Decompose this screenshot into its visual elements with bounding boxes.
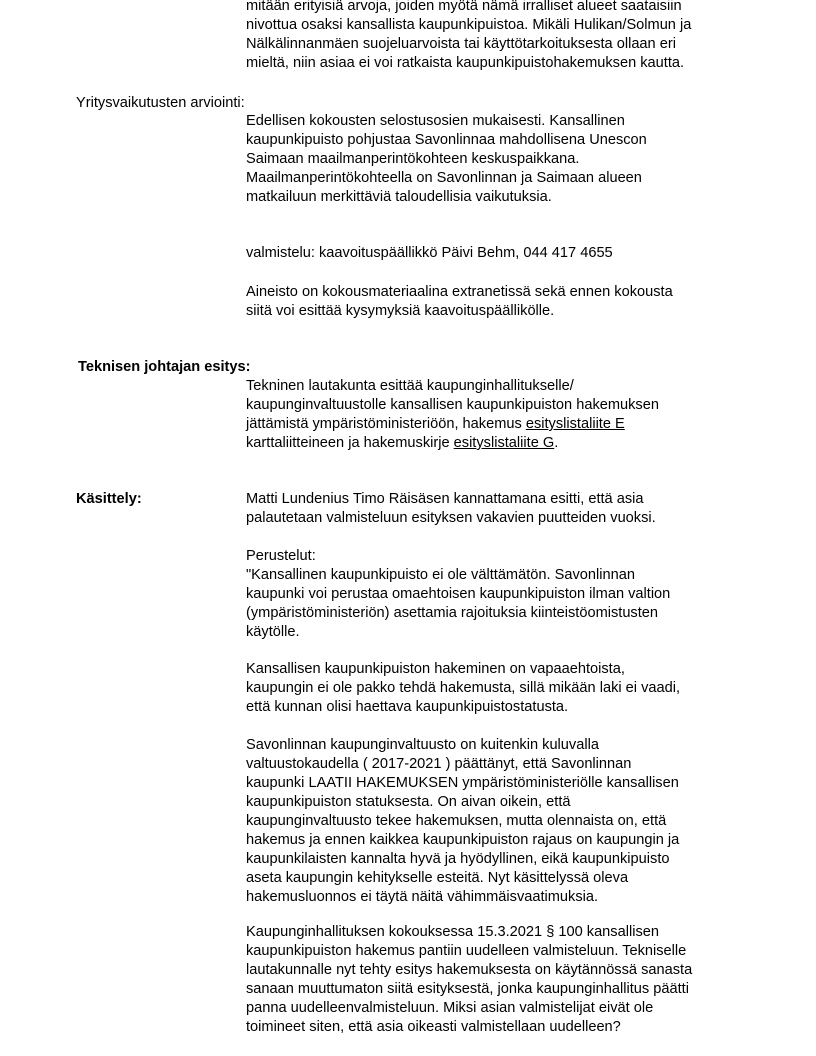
text-line: Kansallisen kaupunkipuiston hakeminen on vapaaehtoista, (246, 661, 625, 677)
text-line: Aineisto on kokousmateriaalina extranetissä sekä ennen kokousta (246, 284, 673, 300)
yritysvaikutukset-paragraph (246, 112, 756, 207)
text-line: mieltä, niin asiaa ei voi ratkaista kaupunkipuistohakemuksen kautta. (246, 55, 685, 71)
perustelut-heading: Perustelut: (246, 548, 316, 564)
text-line: sanaan muuttumaton siitä esityksestä, jonka kaupunginhallitus päätti (246, 981, 689, 997)
text-line: kaupunginvaltuustolle kansallisen kaupunkipuiston hakemuksen (246, 397, 659, 413)
continued-paragraph (246, 0, 756, 73)
aineisto-paragraph (246, 283, 756, 321)
text-line: matkailuun merkittäviä taloudellisia vaikutuksia. (246, 189, 552, 205)
text-line: Nälkälinnanmäen suojeluarvoista tai käyttötarkoituksesta ollaan eri (246, 36, 676, 52)
text-line: kaupunkipuisto pohjustaa Savonlinnaa mahdollisena Unescon (246, 132, 647, 148)
text-segment: jättämistä ympäristöministeriöön, hakemus (246, 416, 526, 432)
attachment-link-e[interactable]: esityslistaliite E (525, 416, 625, 432)
text-line: valtuustokaudella ( 2017-2021 ) päättänyt, että Savonlinnan (246, 756, 632, 772)
text-line: Maailmanperintökohteella on Savonlinnan ja Saimaan alueen (246, 170, 642, 186)
text-line: Tekninen lautakunta esittää kaupunginhallitukselle/ (246, 378, 574, 394)
attachment-link-g[interactable]: esityslistaliite G (453, 435, 555, 451)
text-line: Saimaan maailmanperintökohteen keskuspaikkana. (246, 151, 580, 167)
text-line: kaupunginvaltuusto tekee hakemuksen, mutta olennaista on, että (246, 813, 667, 829)
text-line: (ympäristöministeriön) asettamia rajoituksia kiinteistöomistusten (246, 605, 659, 621)
text-line: kaupunki voi perustaa omaehtoisen kaupunkipuiston ilman valtion (246, 586, 671, 602)
text-line: "Kansallinen kaupunkipuisto ei ole välttämätön. Savonlinnan (246, 567, 635, 583)
text-line: lautakunnalle nyt tehty esitys hakemuksesta on käytännössä sanasta (246, 962, 693, 978)
text-line: aseta kaupungin kehitykselle esteitä. Nyt käsittelyssä oleva (246, 870, 629, 886)
text-line: kaupunkipuiston statuksesta. On aivan oikein, että (246, 794, 571, 810)
text-line: panna uudelleenvalmisteluun. Miksi asian valmistelijat eivät ole (246, 1000, 654, 1016)
text-line: hakemus ja ennen kaikkea kaupunkipuiston rajaus on kaupungin ja (246, 832, 680, 848)
text-line: kaupunkipuiston hakemus pantiin uudelleen valmisteluun. Tekniselle (246, 943, 687, 959)
text-line (246, 434, 756, 453)
text-line: Kaupunginhallituksen kokouksessa 15.3.2021 § 100 kansallisen (246, 924, 659, 940)
text-line: siitä voi esittää kysymyksiä kaavoituspäällikölle. (246, 303, 555, 319)
text-line: Edellisen kokousten selostusosien mukaisesti. Kansallinen (246, 113, 625, 129)
text-line (246, 415, 756, 434)
kasittely-paragraph-3 (246, 736, 756, 907)
valmistelu-contact: valmistelu: kaavoituspäällikkö Päivi Behm, 044 417 4655 (246, 245, 613, 261)
text-line: kaupunkilaisten kannalta hyvä ja hyödyllinen, eikä kaupunkipuisto (246, 851, 670, 867)
text-line: Matti Lundenius Timo Räisäsen kannattamana esitti, että asia (246, 491, 644, 507)
text-line: palautetaan valmisteluun esityksen vakavien puutteiden vuoksi. (246, 510, 656, 526)
section-label-esitys: Teknisen johtajan esitys: (78, 359, 251, 375)
text-line: toimineet siten, että asia oikeasti valmistellaan uudelleen? (246, 1019, 621, 1035)
text-line: nivottua osaksi kansallista kaupunkipuistoa. Mikäli Hulikan/Solmun ja (246, 17, 692, 33)
text-segment: . (554, 435, 559, 451)
text-segment: karttaliitteineen ja hakemuskirje (246, 435, 454, 451)
text-line: käytölle. (246, 624, 300, 640)
section-label-kasittely: Käsittely: (76, 491, 142, 507)
text-line: kaupungin ei ole pakko tehdä hakemusta, sillä mikään laki ei vaadi, (246, 680, 681, 696)
kasittely-paragraph-4 (246, 923, 756, 1037)
kasittely-paragraph-2 (246, 660, 756, 717)
text-line: hakemusluonnos ei täytä näitä vähimmäisvaatimuksia. (246, 889, 599, 905)
kasittely-intro (246, 490, 756, 528)
section-label-yritysvaikutukset: Yritysvaikutusten arviointi: (76, 95, 245, 111)
text-line: kaupunki LAATII HAKEMUKSEN ympäristöministeriölle kansallisen (246, 775, 679, 791)
perustelut-block (246, 547, 756, 642)
text-line: että kunnan olisi haettava kaupunkipuistostatusta. (246, 699, 569, 715)
esitys-paragraph (246, 377, 756, 453)
text-line: Savonlinnan kaupunginvaltuusto on kuitenkin kuluvalla (246, 737, 599, 753)
text-line: mitään erityisiä arvoja, joiden myötä nämä irralliset alueet saataisiin (246, 0, 682, 14)
